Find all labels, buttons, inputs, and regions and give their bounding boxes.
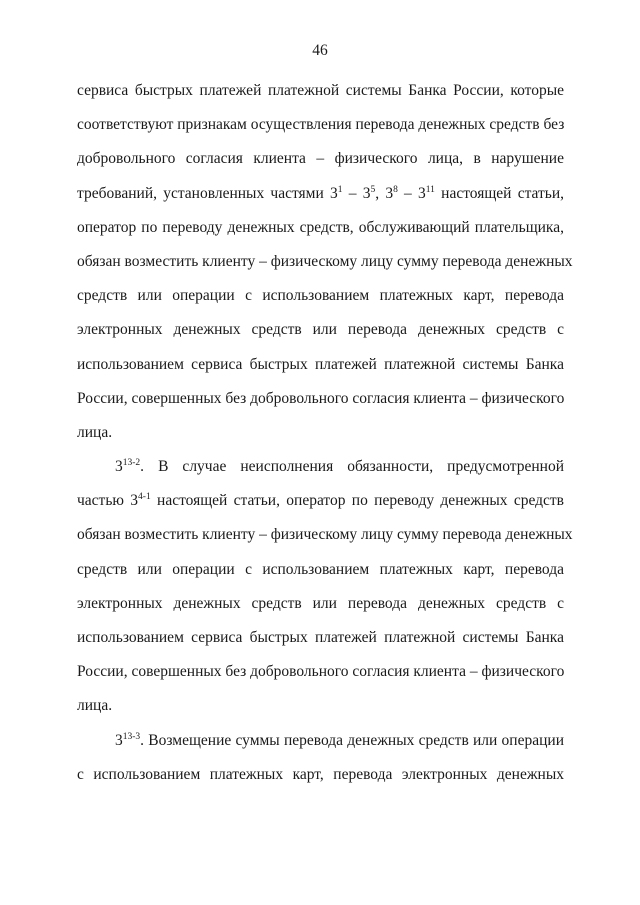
- paragraph-1-line-7: средств или операции с использованием платежных карт, перевода: [77, 287, 564, 305]
- superscript: 4-1: [138, 492, 151, 503]
- paragraph-1-line-10: России, совершенных без добровольного согласия клиента – физического: [77, 389, 565, 407]
- superscript: 1: [337, 184, 343, 195]
- text-run: настоящей статьи, оператор по переводу денежных средств: [150, 492, 564, 510]
- text-run: частью 3: [77, 492, 139, 510]
- paragraph-1-line-5: оператор по переводу денежных средств, обслуживающий плательщика,: [77, 218, 564, 236]
- paragraph-2-line-3: обязан возместить клиенту – физическому лицу сумму перевода денежных: [77, 526, 573, 544]
- paragraph-1-line-1: сервиса быстрых платежей платежной системы Банка России, которые: [77, 82, 564, 99]
- text-run: – 3: [397, 184, 426, 202]
- superscript: 11: [425, 184, 435, 195]
- text-run: . Возмещение суммы перевода денежных средств или операции: [140, 731, 564, 749]
- text-run: требований, установленных частями 3: [77, 184, 338, 202]
- paragraph-2-line-7: России, совершенных без добровольного согласия клиента – физического: [77, 663, 565, 681]
- paragraph-1-line-9: использованием сервиса быстрых платежей платежной системы Банка: [77, 355, 564, 373]
- paragraph-1-line-8: электронных денежных средств или перевода денежных средств с: [77, 321, 564, 339]
- page-number: 46: [312, 42, 328, 59]
- document-body: [77, 74, 573, 792]
- paragraph-2-line-4: средств или операции с использованием платежных карт, перевода: [77, 560, 564, 578]
- paragraph-1-line-2: соответствуют признакам осуществления перевода денежных средств без: [77, 116, 565, 134]
- text-run: 3: [115, 458, 123, 476]
- superscript: 13-3: [122, 731, 141, 742]
- text-run: настоящей статьи,: [434, 184, 565, 202]
- paragraph-2-line-6: использованием сервиса быстрых платежей платежной системы Банка: [77, 629, 564, 646]
- text-run: , 3: [375, 184, 394, 202]
- paragraph-1-line-3: добровольного согласия клиента – физического лица, в нарушение: [77, 150, 564, 168]
- superscript: 8: [393, 184, 398, 195]
- superscript: 13-2: [122, 458, 141, 469]
- paragraph-3-line-1: [77, 724, 564, 758]
- paragraph-1-line-6: обязан возместить клиенту – физическому лицу сумму перевода денежных: [77, 252, 573, 270]
- paragraph-1-line-4: [77, 177, 564, 211]
- paragraph-2-line-1: [77, 450, 564, 484]
- paragraph-2-line-2: [77, 484, 564, 518]
- text-run: 3: [115, 731, 123, 749]
- paragraph-2-line-5: электронных денежных средств или перевода денежных средств с: [77, 594, 564, 612]
- paragraph-1-line-11: лица.: [77, 423, 113, 441]
- paragraph-2-line-8: лица.: [77, 697, 113, 715]
- text-run: . В случае неисполнения обязанности, предусмотренной: [140, 458, 564, 476]
- paragraph-3-line-2: с использованием платежных карт, перевода электронных денежных: [77, 765, 564, 783]
- superscript: 5: [370, 184, 376, 195]
- text-run: – 3: [342, 184, 371, 202]
